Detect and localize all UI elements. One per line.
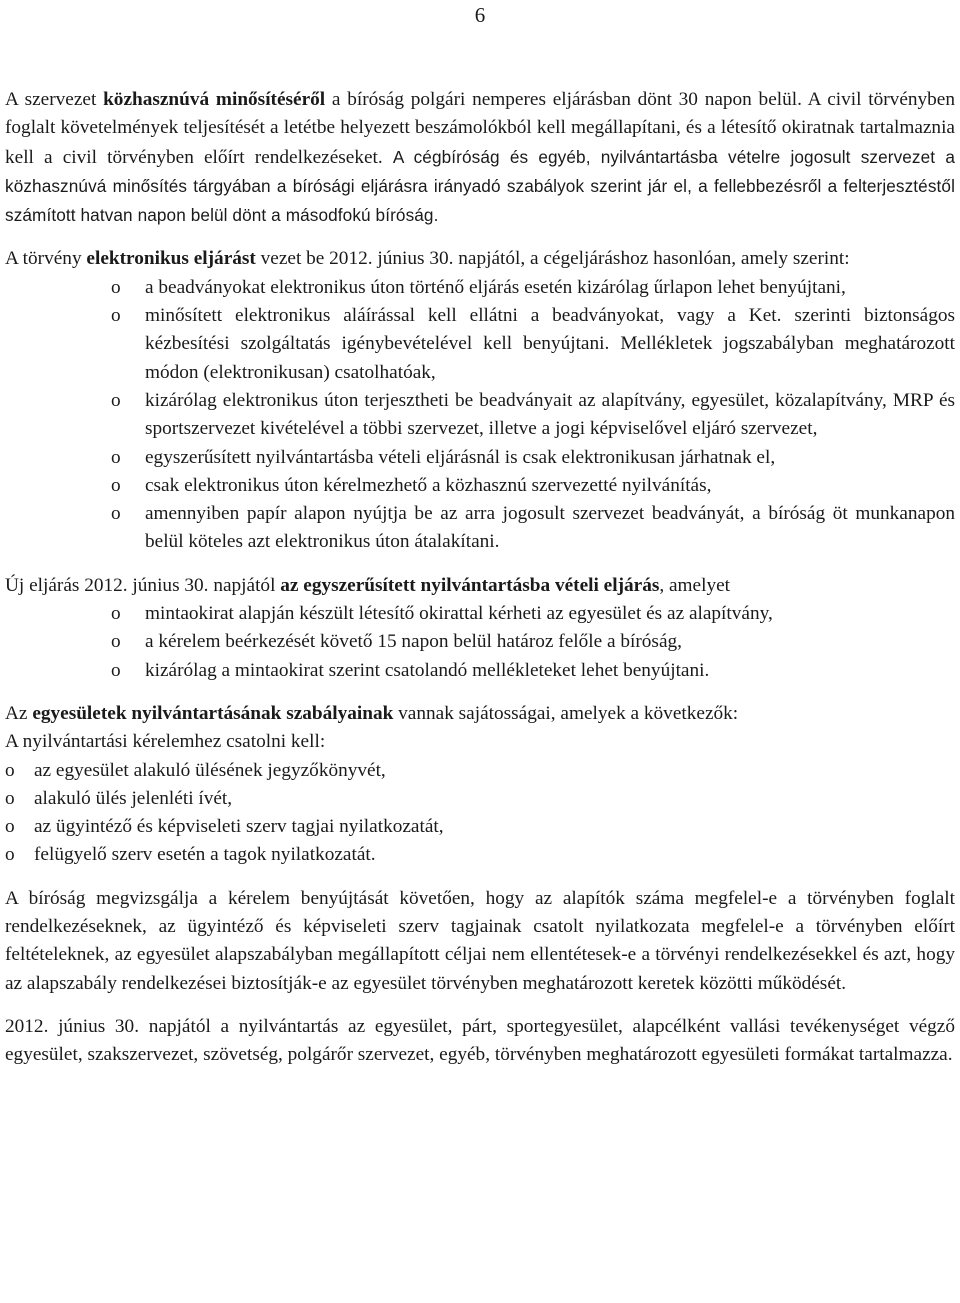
bullet: o <box>111 276 121 298</box>
text-run: a bíróság polgári nemperes eljárásban dönt 30 napon belül. A civil törvényben foglalt követelmények teljesítését a letétbe helyezett beszámolókból kell megállapítani, és a létesítő okiratnak tartalmaznia kell a civil törvényben előírt rendelkezéseket. <box>5 89 955 168</box>
bold-term: közhasznúvá minősítéséről <box>103 89 326 110</box>
text-run: vannak sajátosságai, amelyek a következők: <box>393 702 739 724</box>
list-item <box>5 813 955 841</box>
list-item <box>5 500 955 557</box>
list-item <box>5 628 955 656</box>
list-item-text: egyszerűsített nyilvántartásba vételi eljárásnál is csak elektronikusan járhatnak el, <box>145 446 776 468</box>
paragraph-egyesuletek-intro <box>5 700 955 728</box>
list-item-text: az egyesület alakuló ülésének jegyzőkönyvét, <box>34 759 386 781</box>
text-run: vezet be 2012. június 30. napjától, a cégeljáráshoz hasonlóan, amely szerint: <box>255 248 850 270</box>
list-item <box>5 387 955 444</box>
list-item <box>5 841 955 869</box>
text-run: Új eljárás 2012. június 30. napjától <box>5 574 281 596</box>
bullet: o <box>5 844 15 866</box>
bold-term: az egyszerűsített nyilvántartásba vételi eljárás <box>280 574 660 596</box>
list-item <box>5 444 955 472</box>
bullet: o <box>111 603 121 625</box>
bullet: o <box>5 787 15 809</box>
text-run-sans: A cégbíróság és egyéb, nyilvántartásba vételre jogosult szervezet a közhasznúvá minősítés tárgyában a bírósági eljárásra irányadó szabályok szerint jár el, a fellebbezésről a felterjesztéstől számított hatvan napon belül dönt a másodfokú bíróság. <box>5 146 955 226</box>
bold-term: egyesületek nyilvántartásának szabályainak <box>32 702 394 724</box>
list-item-text: felügyelő szerv esetén a tagok nyilatkozatát. <box>34 844 376 866</box>
text-run: A szervezet <box>5 89 104 110</box>
bullet: o <box>111 389 121 411</box>
paragraph-birosag-vizsgalat: A bíróság megvizsgálja a kérelem benyújtását követően, hogy az alapítók száma megfelel-e a törvényben foglalt rendelkezéseknek, az ügyintéző és képviseleti szerv tagjainak csatolt nyilatkozata megfelel-e a törvényben előírt feltételeknek, az egyesület alapszabályban megállapított céljai nem ellentétesek-e a törvényi rendelkezésekkel és azt, hogy az alapszabály rendelkezései biztosítják-e az egyesület törvényben meghatározott keretek közötti működését. <box>5 887 955 994</box>
page-number: 6 <box>474 3 486 27</box>
egyszerusitett-list <box>5 600 955 685</box>
list-item-text: a beadványokat elektronikus úton történő eljárás esetén kizárólag űrlapon lehet benyújtani, <box>145 276 846 298</box>
bullet: o <box>111 305 121 327</box>
list-item-text: kizárólag elektronikus úton terjesztheti be beadványait az alapítvány, egyesület, közalapítvány, MRP és sportszervezet kivételével a többi szervezet, illetve a jogi képviselővel eljáró szervezet, <box>145 389 955 440</box>
paragraph-elektronikus-intro <box>5 245 955 273</box>
bullet: o <box>111 503 121 525</box>
text-run: A törvény <box>5 248 87 270</box>
text-run: , amelyet <box>659 574 731 596</box>
list-item <box>5 785 955 813</box>
list-item <box>5 274 955 302</box>
document-body <box>5 86 955 1070</box>
list-item-text: csak elektronikus úton kérelmezhető a közhasznú szervezetté nyilvánítás, <box>145 474 712 496</box>
list-item-text: kizárólag a mintaokirat szerint csatolandó mellékleteket lehet benyújtani. <box>145 659 710 681</box>
list-item <box>5 302 955 387</box>
bullet: o <box>5 759 15 781</box>
bullet: o <box>111 474 121 496</box>
list-item-text: alakuló ülés jelenléti ívét, <box>34 787 233 809</box>
list-item-text: az ügyintéző és képviseleti szerv tagjai nyilatkozatát, <box>34 816 444 838</box>
text-run: Az <box>5 702 33 724</box>
paragraph-kozhasznu <box>5 86 955 230</box>
list-item-text: amennyiben papír alapon nyújtja be az arra jogosult szervezet beadványát, a bíróság öt munkanapon belül köteles azt elektronikus úton átalakítani. <box>145 503 955 553</box>
list-item <box>5 472 955 500</box>
list-item-text: minősített elektronikus aláírással kell ellátni a beadványokat, vagy a Ket. szerinti biztonságos kézbesítési szolgáltatás igénybevételével kell benyújtani. Mellékletek jogszabályban meghatározott módon (elektronikusan) csatolhatóak, <box>145 305 955 383</box>
paragraph-egyszerusitett-intro <box>5 572 955 600</box>
paragraph-csatolni: A nyilvántartási kérelemhez csatolni kell: <box>5 731 326 753</box>
list-item-text: a kérelem beérkezését követő 15 napon belül határoz felőle a bíróság, <box>145 631 682 653</box>
bullet: o <box>111 446 121 468</box>
list-item <box>5 600 955 628</box>
list-item <box>5 657 955 685</box>
list-item-text: mintaokirat alapján készült létesítő okirattal kérheti az egyesület és az alapítvány, <box>145 603 773 625</box>
bold-term: elektronikus eljárást <box>86 248 256 270</box>
bullet: o <box>5 816 15 838</box>
paragraph-nyilvantartas: 2012. június 30. napjától a nyilvántartás az egyesület, párt, sportegyesület, alapcélként vallási tevékenységet végző egyesület, szakszervezet, szövetség, polgárőr szervezet, egyéb, törvényben meghatározott egyesületi formákat tartalmazza. <box>5 1015 955 1066</box>
csatolni-list <box>5 757 955 870</box>
bullet: o <box>111 631 121 653</box>
bullet: o <box>111 659 121 681</box>
list-item <box>5 757 955 785</box>
elektronikus-list <box>5 274 955 557</box>
